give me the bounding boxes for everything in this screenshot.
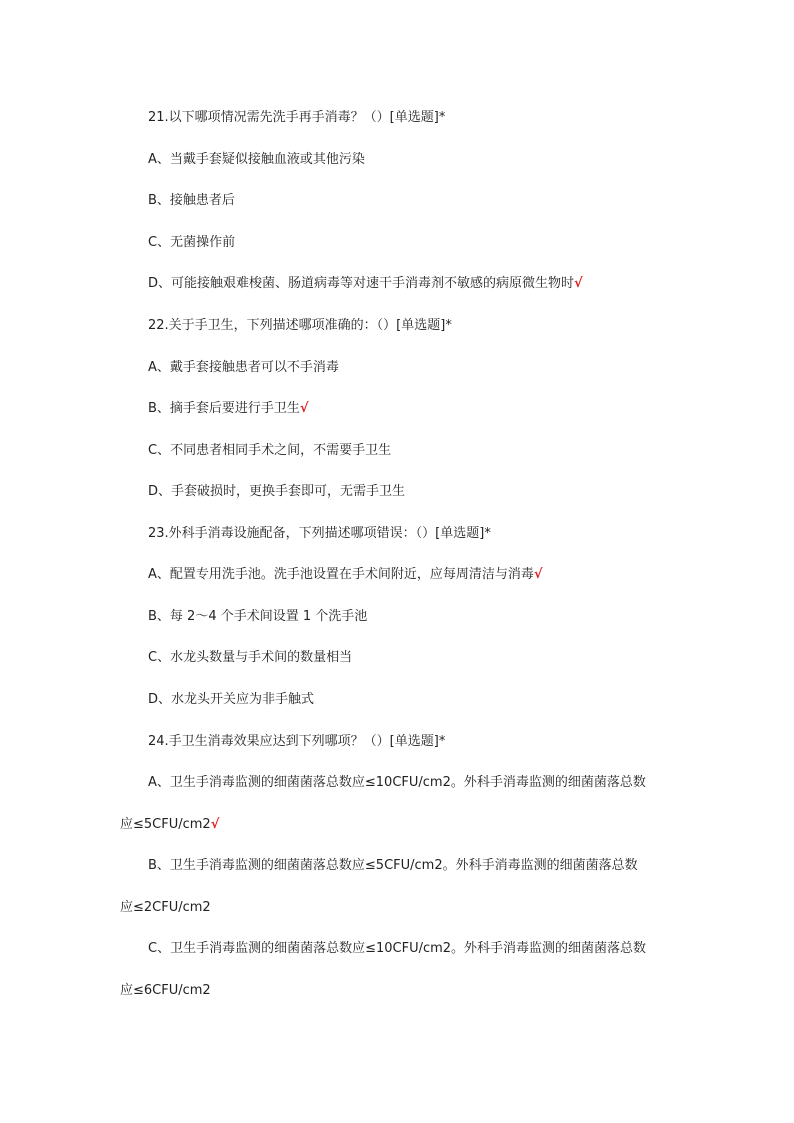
option-23-a [148, 566, 543, 584]
question-24: 24.手卫生消毒效果应达到下列哪项？（）[单选题]* [148, 734, 446, 749]
option-23-c: C、水龙头数量与手术间的数量相当 [148, 650, 353, 665]
correct-check-icon: √ [210, 817, 220, 832]
correct-check-icon: √ [299, 401, 309, 416]
option-22-b-text: B、摘手套后要进行手卫生 [148, 401, 300, 416]
option-22-c: C、不同患者相同手术之间，不需要手卫生 [148, 443, 392, 458]
question-23: 23.外科手消毒设施配备，下列描述哪项错误：（）[单选题]* [148, 526, 491, 541]
question-22: 22.关于手卫生，下列描述哪项准确的：（）[单选题]* [148, 318, 452, 333]
option-22-b [148, 400, 309, 418]
option-22-a: A、戴手套接触患者可以不手消毒 [148, 360, 339, 375]
option-21-d-text: D、可能接触艰难梭菌、肠道病毒等对速干手消毒剂不敏感的病原微生物时 [148, 276, 575, 291]
option-24-c-cont: 应≤6CFU/cm2 [120, 983, 211, 998]
option-24-a-cont-text: 应≤5CFU/cm2 [120, 817, 211, 832]
option-22-d: D、手套破损时，更换手套即可，无需手卫生 [148, 484, 406, 499]
option-21-d [148, 275, 583, 293]
option-24-a: A、卫生手消毒监测的细菌菌落总数应≤10CFU/cm2。外科手消毒监测的细菌菌落总数 [148, 775, 646, 790]
option-23-b: B、每 2～4 个手术间设置 1 个洗手池 [148, 609, 368, 624]
option-21-a: A、当戴手套疑似接触血液或其他污染 [148, 152, 365, 167]
option-24-b-cont: 应≤2CFU/cm2 [120, 900, 211, 915]
option-23-a-text: A、配置专用洗手池。洗手池设置在手术间附近，应每周清洁与消毒 [148, 567, 534, 582]
option-24-c: C、卫生手消毒监测的细菌菌落总数应≤10CFU/cm2。外科手消毒监测的细菌菌落总数 [148, 941, 647, 956]
option-24-b: B、卫生手消毒监测的细菌菌落总数应≤5CFU/cm2。外科手消毒监测的细菌菌落总数 [148, 858, 638, 873]
option-23-d: D、水龙头开关应为非手触式 [148, 692, 315, 707]
question-21: 21.以下哪项情况需先洗手再手消毒？（）[单选题]* [148, 110, 446, 125]
option-24-a-cont [120, 816, 219, 834]
option-21-c: C、无菌操作前 [148, 235, 236, 250]
correct-check-icon: √ [533, 567, 543, 582]
option-21-b: B、接触患者后 [148, 193, 235, 208]
correct-check-icon: √ [574, 276, 583, 291]
